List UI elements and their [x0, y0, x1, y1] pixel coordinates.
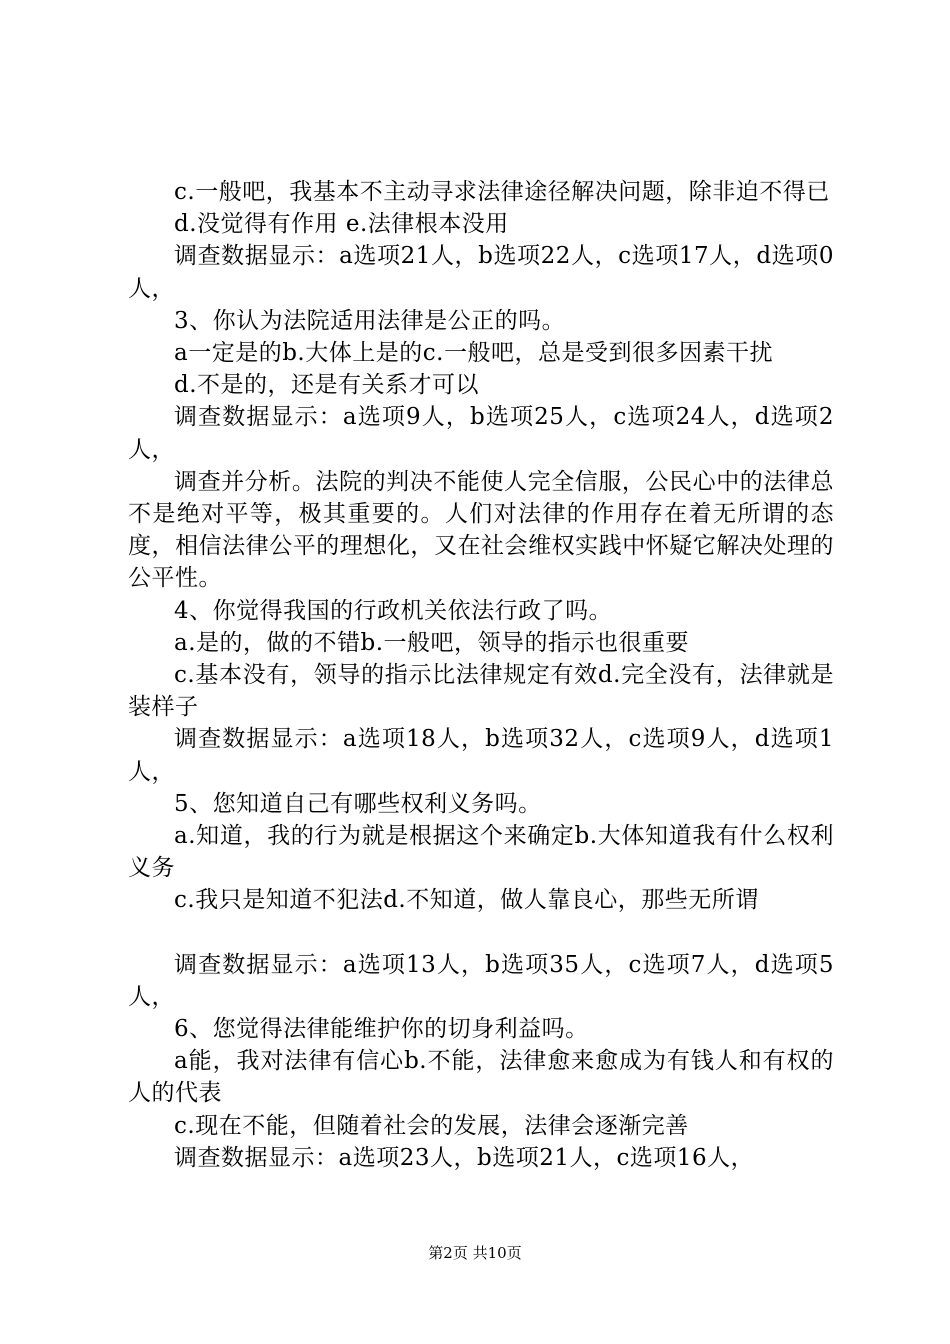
paragraph: a能，我对法律有信心b.不能，法律愈来愈成为有钱人和有权的人的代表: [128, 1048, 834, 1107]
paragraph: a.知道，我的行为就是根据这个来确定b.大体知道我有什么权利义务: [128, 823, 834, 882]
blank-line: [128, 917, 834, 949]
paragraph: d.不是的，还是有关系才可以: [174, 372, 480, 399]
paragraph: d.没觉得有作用 e.法律根本没用: [174, 211, 509, 238]
page-footer: [0, 1243, 950, 1263]
document-body: [128, 176, 834, 1174]
page-number-label: 第2页 共10页: [428, 1244, 522, 1262]
paragraph: 调查并分析。法院的判决不能使人完全信服，公民心中的法律总不是绝对平等，极其重要的。人们对法律的作用存在着无所谓的态度，相信法律公平的理想化，又在社会维权实践中怀疑它解决处理的公平性。: [128, 468, 834, 592]
paragraph: 调查数据显示：a选项23人，b选项21人，c选项16人，: [174, 1144, 755, 1171]
paragraph: 4、你觉得我国的行政机关依法行政了吗。: [174, 597, 613, 624]
paragraph: 3、你认为法院适用法律是公正的吗。: [174, 307, 566, 334]
paragraph: a.是的，做的不错b.一般吧，领导的指示也很重要: [174, 629, 690, 656]
paragraph: 调查数据显示：a选项13人，b选项35人，c选项7人，d选项5人，: [128, 951, 834, 1010]
paragraph: 5、您知道自己有哪些权利义务吗。: [174, 790, 542, 817]
paragraph: c.基本没有，领导的指示比法律规定有效d.完全没有，法律就是装样子: [128, 662, 834, 721]
paragraph: 调查数据显示：a选项9人，b选项25人，c选项24人，d选项2人，: [128, 404, 834, 463]
paragraph: c.我只是知道不犯法d.不知道，做人靠良心，那些无所谓: [174, 887, 759, 914]
paragraph: 调查数据显示：a选项21人，b选项22人，c选项17人，d选项0人，: [128, 243, 834, 302]
paragraph: c.一般吧，我基本不主动寻求法律途径解决问题，除非迫不得已: [174, 179, 830, 205]
paragraph: a一定是的b.大体上是的c.一般吧，总是受到很多因素干扰: [174, 340, 773, 367]
paragraph: 调查数据显示：a选项18人，b选项32人，c选项9人，d选项1人，: [128, 726, 834, 785]
paragraph: 6、您觉得法律能维护你的切身利益吗。: [174, 1016, 589, 1043]
paragraph: c.现在不能，但随着社会的发展，法律会逐渐完善: [174, 1112, 689, 1139]
